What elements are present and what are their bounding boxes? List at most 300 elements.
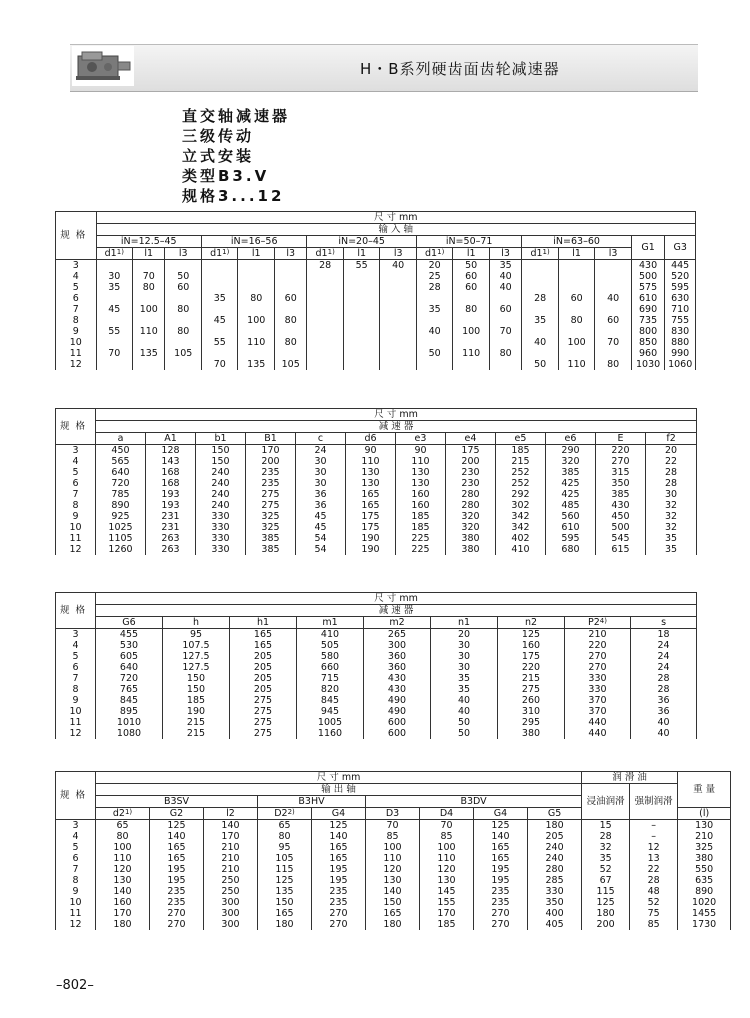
value-cell: 80: [274, 337, 306, 348]
value-cell: 215: [498, 673, 565, 684]
col-header: m1: [297, 617, 364, 629]
value-cell: 165: [312, 853, 366, 864]
value-cell: 195: [474, 864, 528, 875]
value-cell: 150: [163, 684, 230, 695]
value-cell: 95: [163, 629, 230, 641]
value-cell: 990: [665, 348, 696, 359]
value-cell: 300: [204, 897, 258, 908]
size-cell: 3: [56, 445, 96, 457]
value-cell: 385: [246, 544, 296, 555]
table-row: [56, 673, 697, 684]
size-cell: 11: [56, 908, 96, 919]
value-cell: 342: [496, 522, 546, 533]
value-cell: 128: [146, 445, 196, 457]
col-header: G5: [528, 808, 582, 820]
table-row: [56, 304, 696, 315]
value-cell: [595, 260, 632, 272]
size-cell: 7: [56, 864, 96, 875]
value-cell: 22: [646, 456, 697, 467]
value-cell: [522, 326, 559, 337]
value-cell: 80: [238, 293, 275, 304]
value-cell: [595, 348, 632, 359]
row-label: 规格: [56, 212, 97, 260]
value-cell: 40: [595, 293, 632, 304]
value-cell: 720: [96, 673, 163, 684]
table-row: [56, 728, 697, 739]
value-cell: 845: [96, 695, 163, 706]
weight-header: 重 量: [678, 772, 731, 808]
title-line: 三级传动: [182, 127, 255, 145]
value-cell: 100: [453, 326, 490, 337]
value-cell: 165: [150, 853, 204, 864]
table-row: [56, 820, 731, 832]
value-cell: 48: [630, 886, 678, 897]
value-cell: 20: [646, 445, 697, 457]
size-cell: 3: [56, 629, 96, 641]
value-cell: 175: [498, 651, 565, 662]
value-cell: 1455: [678, 908, 731, 919]
value-cell: 36: [631, 695, 697, 706]
table-row: [56, 629, 697, 641]
page-number: –802–: [56, 978, 94, 993]
value-cell: 22: [630, 864, 678, 875]
value-cell: 185: [496, 445, 546, 457]
value-cell: 170: [246, 445, 296, 457]
value-cell: 105: [274, 359, 306, 370]
value-cell: 205: [230, 684, 297, 695]
value-cell: 52: [630, 897, 678, 908]
value-cell: 135: [238, 359, 275, 370]
value-cell: 170: [204, 831, 258, 842]
value-cell: 330: [528, 886, 582, 897]
value-cell: 130: [96, 875, 150, 886]
value-cell: 210: [204, 864, 258, 875]
value-cell: 275: [246, 500, 296, 511]
col-header: G4: [312, 808, 366, 820]
col-header: B1: [246, 433, 296, 445]
value-cell: 405: [528, 919, 582, 930]
value-cell: 40: [522, 337, 559, 348]
value-cell: 50: [165, 271, 202, 282]
title-line: 规格3...12: [182, 187, 285, 205]
value-cell: 85: [366, 831, 420, 842]
value-cell: 410: [496, 544, 546, 555]
size-cell: 6: [56, 853, 96, 864]
value-cell: 45: [201, 315, 238, 326]
value-cell: [343, 348, 380, 359]
value-cell: 660: [297, 662, 364, 673]
value-cell: 385: [546, 467, 596, 478]
value-cell: 1030: [631, 359, 664, 370]
footnote-mark: 1): [124, 808, 133, 816]
size-cell: 10: [56, 337, 97, 348]
value-cell: 180: [96, 919, 150, 930]
value-cell: 402: [496, 533, 546, 544]
value-cell: 165: [474, 853, 528, 864]
value-cell: 36: [296, 489, 346, 500]
value-cell: 785: [96, 489, 146, 500]
value-cell: 155: [420, 897, 474, 908]
value-cell: 280: [528, 864, 582, 875]
dim-header: 尺 寸 mm: [96, 772, 582, 784]
value-cell: 115: [582, 886, 630, 897]
value-cell: 35: [96, 282, 133, 293]
table-row: [56, 500, 697, 511]
value-cell: 800: [631, 326, 664, 337]
value-cell: 270: [474, 919, 528, 930]
value-cell: 1730: [678, 919, 731, 930]
col-header: D3: [366, 808, 420, 820]
value-cell: 185: [420, 919, 474, 930]
value-cell: [274, 282, 306, 293]
value-cell: 385: [596, 489, 646, 500]
size-cell: 6: [56, 478, 96, 489]
reducer-dimension-table-1: [55, 408, 697, 555]
size-cell: 5: [56, 651, 96, 662]
value-cell: 110: [558, 359, 595, 370]
value-cell: 125: [498, 629, 565, 641]
value-cell: [307, 326, 344, 337]
value-cell: 430: [631, 260, 664, 272]
value-cell: 140: [204, 820, 258, 832]
value-cell: 130: [396, 467, 446, 478]
value-cell: 275: [230, 717, 297, 728]
value-cell: 145: [420, 886, 474, 897]
value-cell: 450: [596, 511, 646, 522]
col-header: d1$^{1)}$: [416, 248, 453, 260]
value-cell: 28: [307, 260, 344, 272]
table-row: [56, 533, 697, 544]
value-cell: 640: [96, 467, 146, 478]
col-header: l2: [204, 808, 258, 820]
value-cell: 90: [346, 445, 396, 457]
value-cell: [558, 304, 595, 315]
value-cell: 450: [96, 445, 146, 457]
value-cell: 45: [296, 511, 346, 522]
value-cell: [238, 348, 275, 359]
value-cell: 220: [596, 445, 646, 457]
value-cell: 54: [296, 544, 346, 555]
value-cell: [165, 293, 202, 304]
value-cell: [307, 282, 344, 293]
value-cell: 80: [453, 304, 490, 315]
value-cell: 150: [163, 673, 230, 684]
value-cell: 60: [489, 304, 521, 315]
value-cell: 180: [258, 919, 312, 930]
value-cell: 30: [296, 478, 346, 489]
value-cell: 320: [546, 456, 596, 467]
value-cell: 100: [96, 842, 150, 853]
value-cell: 235: [474, 886, 528, 897]
value-cell: –: [630, 820, 678, 832]
table-row: [56, 293, 696, 304]
value-cell: 24: [296, 445, 346, 457]
lubrication-header: 润 滑 油: [582, 772, 678, 784]
value-cell: [307, 359, 344, 370]
value-cell: 80: [165, 304, 202, 315]
value-cell: [343, 315, 380, 326]
value-cell: 185: [396, 522, 446, 533]
value-cell: [96, 260, 133, 272]
value-cell: 40: [489, 282, 521, 293]
value-cell: 300: [204, 919, 258, 930]
type-group: B3DV: [366, 796, 582, 808]
value-cell: 25: [416, 271, 453, 282]
value-cell: 165: [474, 842, 528, 853]
value-cell: 270: [150, 919, 204, 930]
col-header: l1: [453, 248, 490, 260]
value-cell: [380, 348, 417, 359]
value-cell: 210: [204, 842, 258, 853]
table-row: [56, 853, 731, 864]
value-cell: 160: [396, 500, 446, 511]
col-header: D2$^{2)}$: [258, 808, 312, 820]
value-cell: 1005: [297, 717, 364, 728]
value-cell: 13: [630, 853, 678, 864]
value-cell: 210: [204, 853, 258, 864]
table-row: [56, 271, 696, 282]
value-cell: 185: [396, 511, 446, 522]
value-cell: 205: [230, 651, 297, 662]
value-cell: 130: [396, 478, 446, 489]
value-cell: [307, 337, 344, 348]
value-cell: 945: [297, 706, 364, 717]
value-cell: 80: [165, 326, 202, 337]
footnote-mark: 1): [222, 248, 230, 256]
table-row: [56, 456, 697, 467]
size-cell: 11: [56, 348, 97, 359]
col-header: G2: [150, 808, 204, 820]
value-cell: 600: [364, 717, 431, 728]
value-cell: [307, 271, 344, 282]
value-cell: 70: [489, 326, 521, 337]
value-cell: 845: [297, 695, 364, 706]
value-cell: 50: [431, 728, 498, 739]
value-cell: 110: [366, 853, 420, 864]
value-cell: [489, 293, 521, 304]
footnote-mark: 1): [542, 248, 550, 256]
value-cell: 350: [528, 897, 582, 908]
value-cell: [238, 260, 275, 272]
value-cell: 430: [596, 500, 646, 511]
value-cell: 40: [631, 728, 697, 739]
value-cell: 24: [631, 651, 697, 662]
col-header: b1: [196, 433, 246, 445]
value-cell: 107.5: [163, 640, 230, 651]
value-cell: [133, 315, 165, 326]
value-cell: 270: [312, 919, 366, 930]
value-cell: 150: [196, 456, 246, 467]
value-cell: 530: [96, 640, 163, 651]
value-cell: 175: [346, 511, 396, 522]
table-row: [56, 337, 696, 348]
value-cell: 240: [196, 478, 246, 489]
value-cell: 295: [498, 717, 565, 728]
value-cell: 70: [201, 359, 238, 370]
value-cell: 55: [343, 260, 380, 272]
value-cell: 1060: [665, 359, 696, 370]
value-cell: 80: [558, 315, 595, 326]
col-header: c: [296, 433, 346, 445]
value-cell: 270: [474, 908, 528, 919]
value-cell: 100: [420, 842, 474, 853]
dim-header: 尺 寸 mm: [96, 212, 695, 224]
value-cell: 175: [446, 445, 496, 457]
type-group: B3SV: [96, 796, 258, 808]
value-cell: 342: [496, 511, 546, 522]
col-header: l3: [380, 248, 417, 260]
size-cell: 6: [56, 293, 97, 304]
table-row: [56, 897, 731, 908]
value-cell: 50: [522, 359, 559, 370]
value-cell: 50: [431, 717, 498, 728]
value-cell: 180: [528, 820, 582, 832]
value-cell: 168: [146, 467, 196, 478]
value-cell: [453, 293, 490, 304]
size-cell: 10: [56, 706, 96, 717]
value-cell: 70: [133, 271, 165, 282]
col-header: d1$^{1)}$: [522, 248, 559, 260]
value-cell: [522, 260, 559, 272]
value-cell: 240: [196, 489, 246, 500]
value-cell: 325: [246, 522, 296, 533]
value-cell: 615: [596, 544, 646, 555]
value-cell: [201, 326, 238, 337]
size-cell: 5: [56, 282, 97, 293]
value-cell: [522, 304, 559, 315]
value-cell: 80: [595, 359, 632, 370]
footnote-mark: 2): [287, 808, 295, 816]
value-cell: 40: [489, 271, 521, 282]
value-cell: 440: [565, 728, 631, 739]
size-cell: 3: [56, 820, 96, 832]
value-cell: [274, 304, 306, 315]
value-cell: 595: [546, 533, 596, 544]
value-cell: 205: [230, 673, 297, 684]
value-cell: [416, 337, 453, 348]
value-cell: 252: [496, 467, 546, 478]
value-cell: 195: [474, 875, 528, 886]
value-cell: [595, 271, 632, 282]
value-cell: 185: [163, 695, 230, 706]
value-cell: 380: [446, 533, 496, 544]
value-cell: 400: [528, 908, 582, 919]
value-cell: 280: [446, 500, 496, 511]
col-header: G1: [631, 236, 664, 260]
table-row: [56, 315, 696, 326]
table-row: [56, 640, 697, 651]
value-cell: 505: [297, 640, 364, 651]
output-shaft-table: [55, 771, 731, 930]
value-cell: 180: [366, 919, 420, 930]
value-cell: 40: [416, 326, 453, 337]
value-cell: [416, 293, 453, 304]
value-cell: 1105: [96, 533, 146, 544]
value-cell: 28: [631, 673, 697, 684]
value-cell: [380, 271, 417, 282]
value-cell: 640: [96, 662, 163, 673]
value-cell: [201, 348, 238, 359]
value-cell: 595: [665, 282, 696, 293]
value-cell: 580: [297, 651, 364, 662]
value-cell: 125: [312, 820, 366, 832]
value-cell: 80: [258, 831, 312, 842]
value-cell: 275: [230, 695, 297, 706]
table-row: [56, 875, 731, 886]
col-header: l1: [558, 248, 595, 260]
value-cell: 127.5: [163, 651, 230, 662]
value-cell: [238, 304, 275, 315]
col-header: D4: [420, 808, 474, 820]
value-cell: [238, 271, 275, 282]
value-cell: 110: [96, 853, 150, 864]
table-row: [56, 467, 697, 478]
value-cell: [96, 293, 133, 304]
value-cell: 70: [96, 348, 133, 359]
value-cell: [238, 326, 275, 337]
value-cell: 130: [420, 875, 474, 886]
col-header: l1: [238, 248, 275, 260]
value-cell: 110: [396, 456, 446, 467]
value-cell: 231: [146, 511, 196, 522]
value-cell: 490: [364, 706, 431, 717]
value-cell: 30: [96, 271, 133, 282]
value-cell: 195: [150, 875, 204, 886]
footnote-mark: 1): [116, 248, 124, 256]
value-cell: 32: [646, 522, 697, 533]
value-cell: 275: [498, 684, 565, 695]
value-cell: 1080: [96, 728, 163, 739]
row-label: 规格: [56, 772, 96, 820]
value-cell: 165: [346, 489, 396, 500]
value-cell: [165, 337, 202, 348]
value-cell: 520: [665, 271, 696, 282]
value-cell: 193: [146, 500, 196, 511]
value-cell: 275: [246, 489, 296, 500]
title-line: 直交轴减速器: [182, 107, 291, 125]
value-cell: 310: [498, 706, 565, 717]
size-cell: 12: [56, 728, 96, 739]
size-cell: 8: [56, 500, 96, 511]
value-cell: [274, 260, 306, 272]
value-cell: 205: [230, 662, 297, 673]
value-cell: 610: [631, 293, 664, 304]
value-cell: 370: [565, 695, 631, 706]
value-cell: 302: [496, 500, 546, 511]
value-cell: 370: [565, 706, 631, 717]
size-cell: 4: [56, 831, 96, 842]
lub-unit: (l): [678, 808, 731, 820]
value-cell: 35: [416, 304, 453, 315]
value-cell: [453, 337, 490, 348]
col-header: e3: [396, 433, 446, 445]
value-cell: 755: [665, 315, 696, 326]
footnote-mark: 4): [599, 617, 607, 625]
value-cell: 35: [431, 684, 498, 695]
value-cell: 52: [582, 864, 630, 875]
value-cell: 80: [274, 315, 306, 326]
value-cell: 35: [646, 533, 697, 544]
table-row: [56, 919, 731, 930]
table-row: [56, 359, 696, 370]
value-cell: 85: [630, 919, 678, 930]
value-cell: 565: [96, 456, 146, 467]
value-cell: 28: [646, 478, 697, 489]
value-cell: 350: [596, 478, 646, 489]
value-cell: 60: [453, 271, 490, 282]
value-cell: 220: [498, 662, 565, 673]
value-cell: 960: [631, 348, 664, 359]
